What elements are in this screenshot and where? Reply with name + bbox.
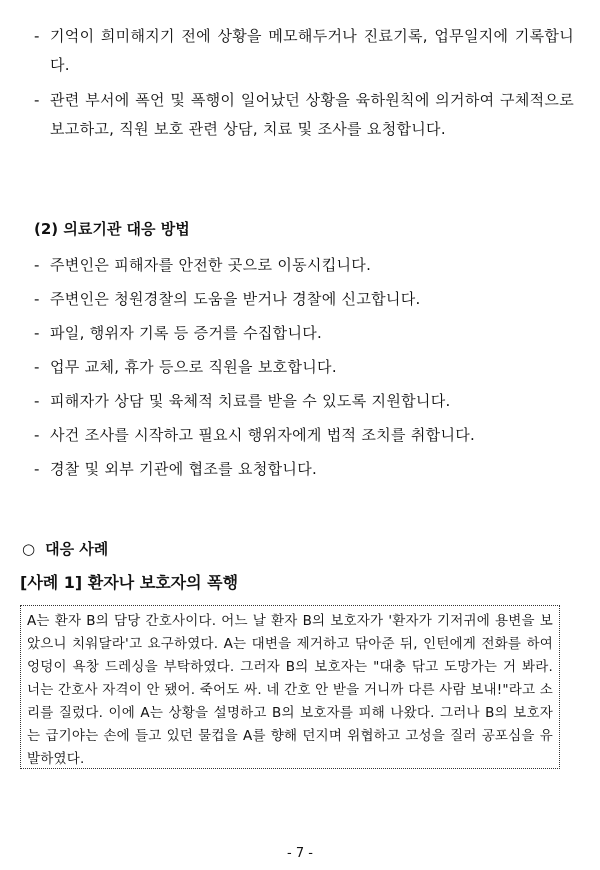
page-number: - 7 - [287, 846, 313, 861]
list-item-text: 업무 교체, 휴가 등으로 직원을 보호합니다. [50, 358, 337, 376]
dash-marker: - [34, 27, 40, 45]
bullet-list-response-methods [34, 254, 574, 492]
dash-marker: - [34, 91, 40, 109]
case-body: A는 환자 B의 담당 간호사이다. 어느 날 환자 B의 보호자가 '환자가 기저귀에 용변을 보았으니 치워달라'고 요구하였다. A는 대변을 제거하고 닦아준 뒤, 인턴에게 전화를 하여 엉덩이 욕창 드레싱을 부탁하였다. 그러자 B의 보호자는 "대충 닦고 도망가는 거 봐라. 너는 간호사 자격이 안 됐어. 죽어도 싸. 네 간호 안 받을 거니까 다른 사람 보내!"라고 소리를 질렀다. 이에 A는 상황을 설명하고 B의 보호자를 피해 나왔다. 그러나 B의 보호자는 급기야는 손에 들고 있던 물컵을 A를 향해 던지며 위협하고 고성을 질러 공포심을 유발하였다. [27, 613, 553, 767]
list-item [34, 288, 574, 310]
list-item-text: 피해자가 상담 및 육체적 치료를 받을 수 있도록 지원합니다. [50, 392, 451, 410]
list-item [34, 322, 574, 344]
list-item-text: 경찰 및 외부 기관에 협조를 요청합니다. [50, 460, 318, 478]
list-item [34, 22, 574, 80]
list-item-text: 사건 조사를 시작하고 필요시 행위자에게 법적 조치를 취합니다. [50, 426, 476, 444]
dash-marker: - [34, 256, 40, 274]
dash-marker: - [34, 324, 40, 342]
list-item-text: 관련 부서에 폭언 및 폭행이 일어났던 상황을 육하원칙에 의거하여 구체적으로 보고하고, 직원 보호 관련 상담, 치료 및 조사를 요청합니다. [50, 91, 574, 138]
dash-marker: - [34, 460, 40, 478]
response-section-heading [22, 538, 108, 559]
list-item [34, 424, 574, 446]
case-title: [사례 1] 환자나 보호자의 폭행 [20, 573, 239, 592]
list-item [34, 458, 574, 480]
response-section-title: 대응 사례 [45, 540, 109, 558]
list-item-text: 기억이 희미해지기 전에 상황을 메모해두거나 진료기록, 업무일지에 기록합니다. [50, 27, 574, 74]
list-item-text: 주변인은 피해자를 안전한 곳으로 이동시킵니다. [50, 256, 372, 274]
dash-marker: - [34, 392, 40, 410]
dash-marker: - [34, 426, 40, 444]
list-item [34, 254, 574, 276]
list-item [34, 390, 574, 412]
section-heading: (2) 의료기관 대응 방법 [34, 220, 190, 238]
case-box [20, 605, 560, 769]
circle-bullet-icon: ○ [22, 540, 36, 558]
list-item [34, 86, 574, 144]
list-item-text: 주변인은 청원경찰의 도움을 받거나 경찰에 신고합니다. [50, 290, 421, 308]
list-item [34, 356, 574, 378]
dash-marker: - [34, 358, 40, 376]
dash-marker: - [34, 290, 40, 308]
list-item-text: 파일, 행위자 기록 등 증거를 수집합니다. [50, 324, 323, 342]
bullet-list-top [34, 22, 574, 150]
